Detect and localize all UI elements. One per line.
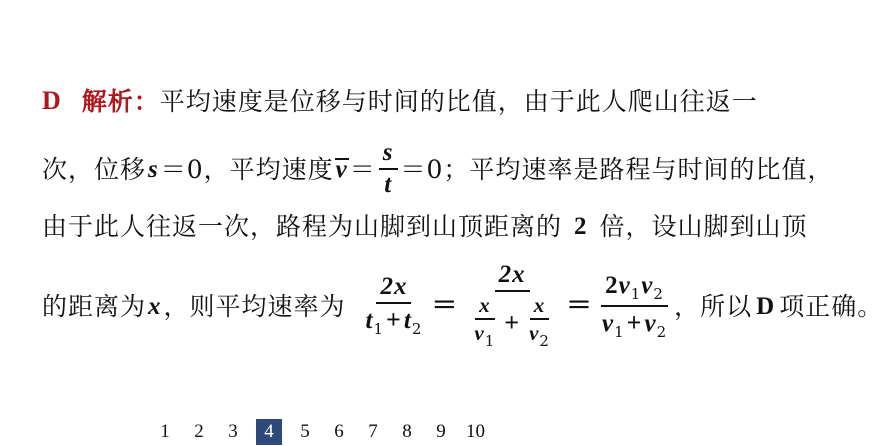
page-link-10[interactable]: 10 bbox=[466, 421, 485, 442]
line2-eq1: ＝0，平均速度 bbox=[160, 154, 334, 184]
fraction-2x-over-t1-t2 bbox=[362, 274, 427, 338]
answer-letter: D bbox=[42, 86, 62, 115]
line4-text-a: 的距离为 bbox=[42, 291, 147, 321]
f3-denominator: $v_1+v_2$ bbox=[601, 307, 668, 341]
page-link-5[interactable]: 5 bbox=[300, 421, 310, 442]
line2-eq3: ＝0；平均速率是路程与时间的比值， bbox=[400, 154, 834, 184]
line1-text: 平均速度是位移与时间的比值，由于此人爬山往返一 bbox=[159, 86, 758, 116]
line3-number: 2 bbox=[574, 213, 588, 240]
line4-option-d: D bbox=[756, 292, 776, 320]
page-link-3[interactable]: 3 bbox=[228, 421, 238, 442]
equals-1: ＝ bbox=[431, 291, 459, 321]
equals-2: ＝ bbox=[565, 291, 593, 321]
line4-end2: 项正确。 bbox=[779, 291, 883, 321]
f2-denominator: $\frac{x}{v_1}$ + $\frac{x}{v_2}$ bbox=[463, 292, 561, 350]
f3-numerator: $2v_1v_2$ bbox=[601, 272, 668, 307]
x-over-v1: $\frac{x}{v_1}$ bbox=[474, 293, 496, 351]
page-link-4[interactable]: 4 bbox=[256, 419, 282, 445]
answer-line-4 bbox=[42, 262, 883, 350]
pagination bbox=[148, 418, 493, 446]
analysis-label: 解析： bbox=[81, 86, 160, 116]
line3-text2: 倍，设山脚到山顶 bbox=[599, 212, 808, 241]
fraction-2x-over-sum bbox=[463, 262, 561, 350]
line3-text: 由于此人往返一次，路程为山脚到山顶距离的 bbox=[42, 212, 563, 241]
f1-denominator: $t_1+t_2$ bbox=[365, 305, 423, 339]
frac-numerator: s bbox=[379, 140, 398, 170]
fraction-s-over-t bbox=[379, 140, 398, 199]
var-x: x bbox=[148, 292, 162, 320]
f2-numerator: 2x bbox=[495, 262, 530, 292]
page-link-2[interactable]: 2 bbox=[194, 421, 204, 442]
x-over-v2: $\frac{x}{v_2}$ bbox=[529, 293, 550, 351]
var-v-bar: v bbox=[335, 155, 348, 183]
line4-end: ，所以 bbox=[674, 291, 753, 321]
frac-denominator: t bbox=[384, 171, 393, 199]
var-s: s bbox=[148, 155, 159, 183]
line4-text-b: ，则平均速率为 bbox=[163, 291, 346, 321]
answer-line-2 bbox=[42, 140, 833, 199]
line2-text-a: 次，位移 bbox=[42, 154, 147, 184]
f1-numerator: 2x bbox=[376, 274, 411, 304]
line2-eq2: ＝ bbox=[349, 154, 376, 184]
answer-line-3 bbox=[42, 214, 808, 239]
page-link-9[interactable]: 9 bbox=[436, 421, 446, 442]
answer-line-1 bbox=[42, 88, 758, 114]
page-link-7[interactable]: 7 bbox=[368, 421, 378, 442]
page-link-6[interactable]: 6 bbox=[334, 421, 344, 442]
page-link-1[interactable]: 1 bbox=[160, 421, 170, 442]
page-link-8[interactable]: 8 bbox=[402, 421, 412, 442]
fraction-2v1v2-over-v1-v2 bbox=[598, 272, 671, 341]
